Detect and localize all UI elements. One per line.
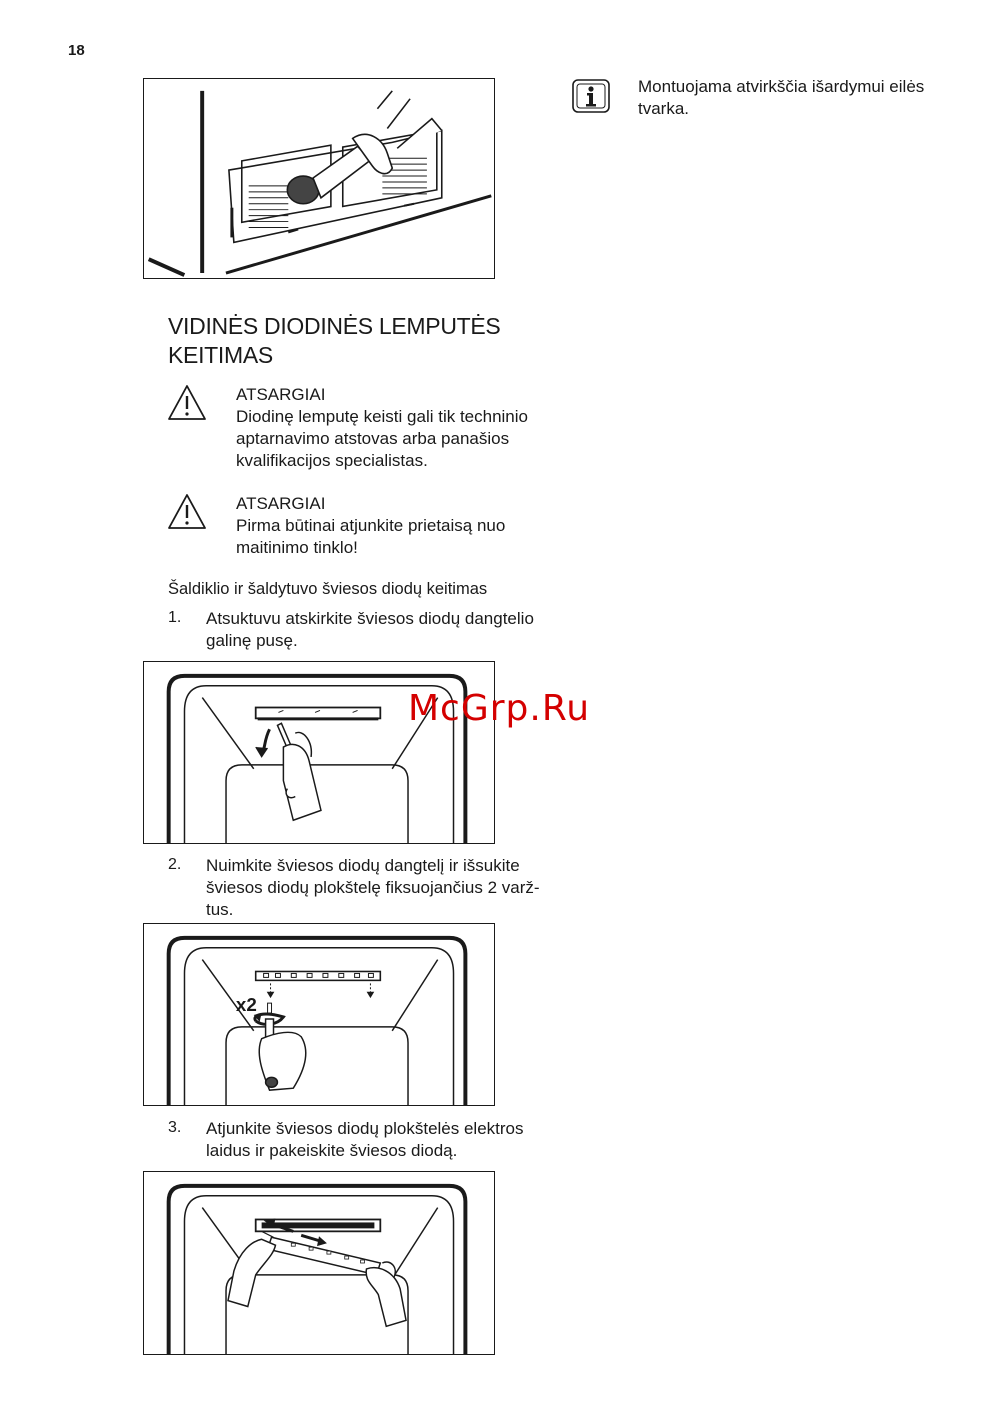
warning-title: ATSARGIAI [236,494,326,513]
warning-text: Pirma būtinai atjunkite prietaisą nuo maitinimo tinklo! [236,516,506,557]
info-text: Montuojama atvirkščia išardymui eilės tvarka. [638,77,925,118]
page-number: 18 [68,42,85,59]
step-text: Atsuktuvu atskirkite šviesos diodų dangtelio galinę pusę. [206,609,534,650]
watermark: McGrp.Ru [408,688,591,729]
figure-vacuum-cleaning [143,78,495,279]
vacuum-cleaning-illustration [144,79,494,278]
section-title: VIDINĖS DIODINĖS LEMPUTĖS KEITIMAS [168,313,501,368]
warning-title: ATSARGIAI [236,385,326,404]
info-icon [571,78,611,114]
step-number: 3. [168,1119,182,1136]
figure-step-2 [143,923,495,1106]
warning-triangle-icon [166,492,208,532]
warning-text: Diodinę lemputę keisti gali tik techninio aptarnavimo atstovas arba panašios kvalifikacijos specialistas. [236,407,528,470]
step-text: Nuimkite šviesos diodų dangtelį ir išsukite šviesos diodų plokštelę fiksuojančius 2 varžtus. [206,856,540,919]
led-board-unscrew-illustration [144,924,494,1105]
warning-triangle-icon [166,383,208,423]
step-number: 1. [168,609,182,626]
subheading: Šaldiklio ir šaldytuvo šviesos diodų keitimas [168,580,488,598]
step-number: 2. [168,856,182,873]
figure-step-3 [143,1171,495,1355]
led-replacement-illustration [144,1172,494,1354]
screw-count-label: x2 [235,994,257,1016]
step-text: Atjunkite šviesos diodų plokštelės elektros laidus ir pakeiskite šviesos diodą. [206,1119,524,1160]
